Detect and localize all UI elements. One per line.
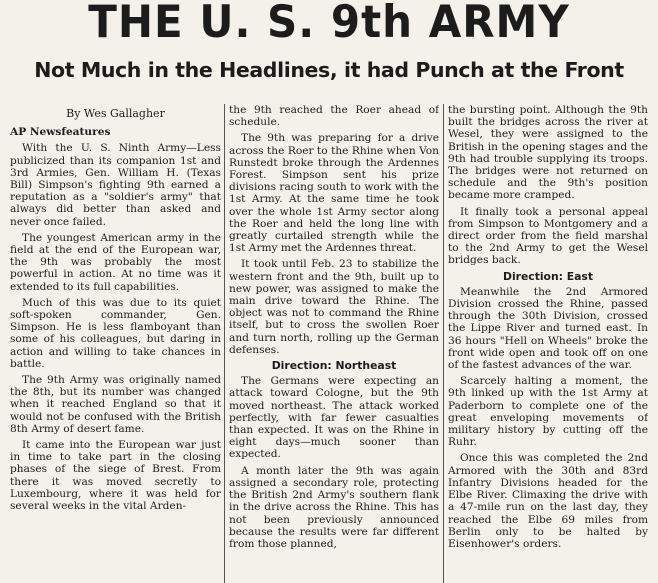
column-rule — [224, 104, 225, 583]
paragraph: Much of this was due to its quiet soft-spoken commander, Gen. Simpson. He is less flamboyant than some of his colleagues, but daring in action and willing to take chances in battle. — [10, 296, 221, 370]
paragraph: Meanwhile the 2nd Armored Division crossed the Rhine, passed through the 30th Division, crossed the Lippe River and turned east. In 36 hours "Hell on Wheels" broke the front wide open and took off on one of the fastest advances of the war. — [448, 285, 648, 372]
article-column-2 — [229, 104, 439, 583]
section-subhead: Direction: Northeast — [271, 359, 397, 373]
paragraph: The youngest American army in the field at the end of the European war, the 9th was probably the most powerful in action. At no time was it extended to its full capabilities. — [10, 231, 221, 293]
paragraph: With the U. S. Ninth Army—Less publicized than its companion 1st and 3rd Armies, Gen. William H. (Texas Bill) Simpson's fighting 9th earned a reputation as a "soldier's army" that always did better than asked and never once failed. — [10, 142, 221, 228]
article-column-3 — [448, 104, 648, 583]
paragraph: The 9th Army was originally named the 8th, but its number was changed when it reached England so that it would not be confused with the British 8th Army of desert fame. — [10, 374, 221, 435]
byline: By Wes Gallagher — [66, 107, 165, 120]
paragraph: Once this was completed the 2nd Armored with the 30th and 83rd Infantry Divisions headed for the Elbe River. Climaxing the drive with a 47-mile run on the last day, they reached the Elbe 69 miles from Berlin only to be halted by Eisenhower's orders. — [448, 452, 648, 550]
paragraph: It came into the European war just in time to take part in the closing phases of the siege of Brest. From there it was moved secretly to Luxembourg, where it was held for several weeks in the vital Arden- — [10, 439, 221, 513]
paragraph: It took until Feb. 23 to stabilize the western front and the 9th, built up to new power, was assigned to make the main drive toward the Rhine. The object was not to command the Rhine itself, but to cross the swollen Roer and turn north, rolling up the German defenses. — [229, 258, 439, 356]
news-credit: AP Newsfeatures — [10, 126, 111, 139]
article-column-1 — [10, 104, 221, 583]
paragraph: Scarcely halting a moment, the 9th linked up with the 1st Army at Paderborn to complete one of the great enveloping movements of military history by cutting off the Ruhr. — [448, 375, 648, 449]
continued-paragraph: the bursting point. Although the 9th built the bridges across the river at Wesel, they were assigned to the British in the opening stages and the 9th had trouble supplying its troops. The bridges were not returned on schedule and the 9th's position became more cramped. — [448, 104, 648, 202]
paragraph: The Germans were expecting an attack toward Cologne, but the 9th moved northeast. The attack worked perfectly, with far fewer casualties than expected. It was on the Rhine in eight days—much sooner than expected. — [229, 375, 439, 461]
paragraph: A month later the 9th was again assigned a secondary role, protecting the British 2nd Army's southern flank in the drive across the Rhine. This has not been previously announced because the results were far different from those planned, — [229, 464, 439, 550]
paragraph: It finally took a personal appeal from Simpson to Montgomery and a direct order from the field marshal to the 2nd Army to get the Wesel bridges back. — [448, 205, 648, 267]
headline: THE U. S. 9th ARMY — [88, 0, 570, 48]
paragraph: The 9th was preparing for a drive across the Roer to the Rhine when Von Runstedt broke through the Ardennes Forest. Simpson sent his prize divisions racing south to work with the 1st Army. At the same time he took over the whole 1st Army sector along the Roer and held the long line with greatly curtailed strength while the 1st Army met the Ardennes threat. — [229, 132, 439, 255]
column-rule — [443, 104, 444, 583]
subheadline: Not Much in the Headlines, it had Punch at the Front — [34, 58, 624, 82]
continued-paragraph: the 9th reached the Roer ahead of schedule. — [229, 104, 439, 129]
section-subhead: Direction: East — [502, 269, 593, 283]
